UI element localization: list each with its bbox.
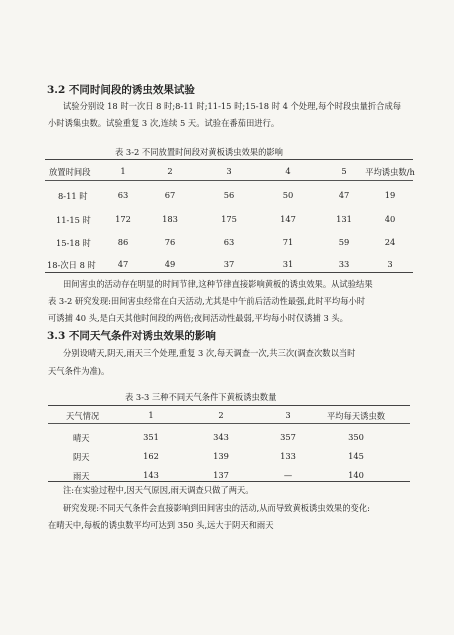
table-3-3-header: 3 bbox=[285, 410, 291, 420]
table-3-2-cell: 67 bbox=[164, 190, 176, 200]
table-3-2-cell: 31 bbox=[282, 259, 294, 269]
section-3-2-paragraph-line-2: 小时诱集虫数。试验重复 3 次,连续 5 天。试验在番茄田进行。 bbox=[48, 118, 280, 128]
section-3-3-paragraph-line-1: 分别设晴天,阴天,雨天三个处理,重复 3 次,每天调查一次,共三次(调查次数以当时 bbox=[63, 348, 356, 358]
table-3-2-header: 3 bbox=[226, 166, 232, 176]
table-3-2-header: 平均诱虫数/h bbox=[365, 167, 415, 177]
table-3-2-cell: 147 bbox=[280, 214, 296, 224]
table-3-2-cell: 86 bbox=[117, 237, 129, 247]
table-3-2-cell: 18-次日 8 时 bbox=[47, 260, 96, 270]
section-3-3-paragraph-line-2: 天气条件为准)。 bbox=[48, 366, 110, 376]
table-3-2-header: 5 bbox=[341, 166, 347, 176]
table-3-2-cell: 40 bbox=[384, 214, 396, 224]
table-3-3-header: 1 bbox=[148, 410, 154, 420]
table-3-3-cell: 343 bbox=[213, 432, 229, 442]
table-3-2-cell: 19 bbox=[384, 190, 396, 200]
table-3-2-cell: 172 bbox=[115, 214, 131, 224]
table-3-2-cell: 59 bbox=[338, 237, 350, 247]
table-3-3-cell: 133 bbox=[280, 451, 296, 461]
table-3-3-note: 注:在实验过程中,因天气原因,雨天调查只做了两天。 bbox=[63, 485, 254, 495]
table-3-2-cell: 8-11 时 bbox=[58, 191, 88, 201]
table-3-3-cell: 162 bbox=[143, 451, 159, 461]
analysis-paragraph-line-2: 表 3-2 研究发现:田间害虫经常在白天活动,尤其是中午前后活动性最强,此时平均每小时 bbox=[48, 296, 366, 306]
table-3-2-cell: 76 bbox=[164, 237, 176, 247]
table-3-3-header: 天气情况 bbox=[66, 411, 100, 421]
finding-paragraph-line-2: 在晴天中,每板的诱虫数平均可达到 350 头,远大于阴天和雨天 bbox=[48, 520, 274, 530]
table-3-3-cell: 雨天 bbox=[73, 471, 90, 481]
section-3-2-paragraph-line-1: 试验分别设 18 时一次日 8 时;8-11 时;11-15 时;15-18 时 4 个处理,每个时段虫量折合成每 bbox=[63, 101, 402, 111]
table-3-2-cell: 131 bbox=[336, 214, 352, 224]
table-3-2-cell: 63 bbox=[117, 190, 129, 200]
table-3-2-caption: 表 3-2 不同放置时间段对黄板诱虫效果的影响 bbox=[115, 147, 283, 157]
table-3-2-cell: 63 bbox=[223, 237, 235, 247]
table-3-2-header: 4 bbox=[285, 166, 291, 176]
table-3-2-top-rule bbox=[45, 159, 413, 160]
finding-paragraph-line-1: 研究发现:不同天气条件会直接影响到田间害虫的活动,从而导致黄板诱虫效果的变化: bbox=[63, 503, 370, 513]
table-3-2-header: 2 bbox=[167, 166, 173, 176]
table-3-3-header-rule bbox=[48, 423, 410, 424]
table-3-3-cell: 阴天 bbox=[73, 452, 90, 462]
table-3-3-cell: 351 bbox=[143, 432, 159, 442]
section-3-3-title: 3.3 不同天气条件对诱虫效果的影响 bbox=[47, 330, 216, 342]
table-3-3-header: 平均每天诱虫数 bbox=[326, 411, 386, 421]
table-3-3-cell: 139 bbox=[213, 451, 229, 461]
table-3-2-cell: 3 bbox=[387, 259, 393, 269]
analysis-paragraph-line-3: 可诱捕 40 头,是白天其他时间段的两倍;夜间活动性最弱,平均每小时仅诱捕 3 头。 bbox=[48, 313, 348, 323]
table-3-2-cell: 24 bbox=[384, 237, 396, 247]
section-3-2-title: 3.2 不同时间段的诱虫效果试验 bbox=[47, 84, 195, 96]
table-3-3-caption: 表 3-3 三种不同天气条件下黄板诱虫数量 bbox=[125, 392, 277, 402]
table-3-2-cell: 15-18 时 bbox=[56, 238, 91, 248]
table-3-2-cell: 33 bbox=[338, 259, 350, 269]
table-3-2-cell: 47 bbox=[338, 190, 350, 200]
table-3-3-cell: 140 bbox=[348, 470, 364, 480]
table-3-2-cell: 175 bbox=[221, 214, 237, 224]
table-3-3-cell: 137 bbox=[213, 470, 229, 480]
table-3-3-cell: 143 bbox=[143, 470, 159, 480]
table-3-2-cell: 47 bbox=[117, 259, 129, 269]
table-3-3-cell: 晴天 bbox=[73, 433, 90, 443]
analysis-paragraph-line-1: 田间害虫的活动存在明显的时间节律,这种节律直接影响黄板的诱虫效果。从试验结果 bbox=[63, 279, 373, 289]
table-3-2-bottom-rule bbox=[45, 272, 413, 273]
table-3-2-cell: 50 bbox=[282, 190, 294, 200]
table-3-2-cell: 37 bbox=[223, 259, 235, 269]
table-3-3-cell: — bbox=[283, 470, 293, 480]
table-3-2-cell: 183 bbox=[162, 214, 178, 224]
table-3-2-cell: 49 bbox=[164, 259, 176, 269]
table-3-3-cell: 357 bbox=[280, 432, 296, 442]
table-3-2-header-rule bbox=[45, 180, 413, 181]
table-3-3-cell: 350 bbox=[348, 432, 364, 442]
table-3-2-cell: 11-15 时 bbox=[56, 215, 91, 225]
table-3-2-cell: 71 bbox=[282, 237, 294, 247]
table-3-3-header: 2 bbox=[218, 410, 224, 420]
table-3-2-header: 放置时间段 bbox=[49, 167, 91, 177]
table-3-3-top-rule bbox=[48, 405, 410, 406]
table-3-2-cell: 56 bbox=[223, 190, 235, 200]
table-3-3-cell: 145 bbox=[348, 451, 364, 461]
table-3-3-bottom-rule bbox=[48, 481, 410, 482]
table-3-2-header: 1 bbox=[120, 166, 126, 176]
